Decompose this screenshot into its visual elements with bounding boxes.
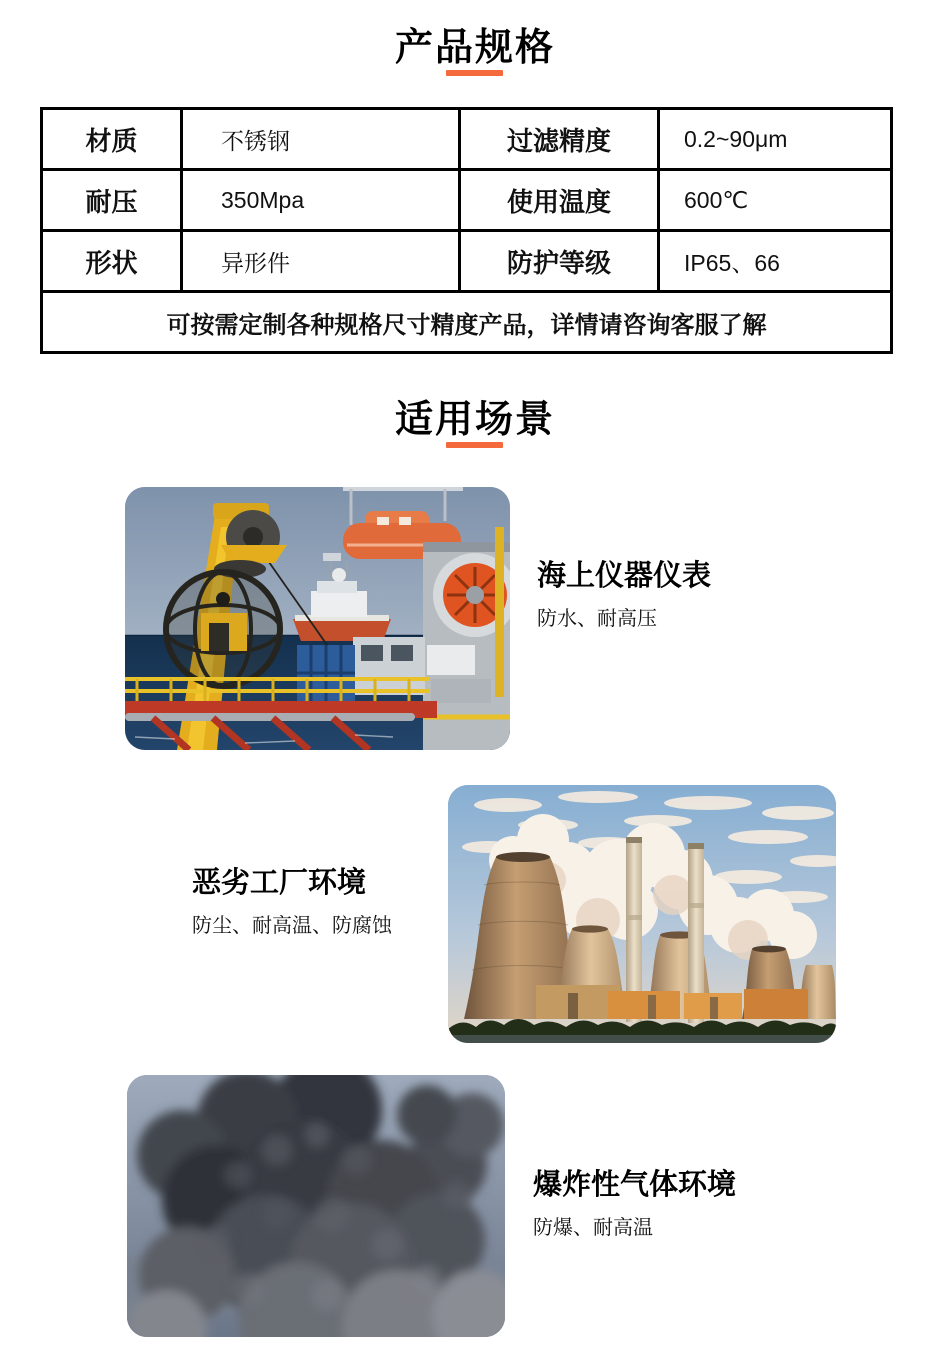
scene-item-explosive bbox=[533, 1168, 736, 1240]
power-plant-illustration bbox=[448, 785, 836, 1043]
scene-section-title: 适用场景 bbox=[394, 399, 555, 441]
spec-row2-value1: 350Mpa bbox=[183, 171, 458, 229]
scene-subtitle-explosive: 防爆、耐高温 bbox=[533, 1217, 653, 1239]
spec-row1-value1: 不锈钢 bbox=[183, 110, 458, 168]
spec-row3-value2: IP65、66 bbox=[660, 232, 890, 290]
explosion-smoke-illustration bbox=[127, 1075, 505, 1337]
spec-row2-header2: 使用温度 bbox=[461, 171, 657, 229]
spec-row3-header2: 防护等级 bbox=[461, 232, 657, 290]
spec-row2-header1: 耐压 bbox=[43, 171, 180, 229]
offshore-platform-illustration bbox=[125, 487, 510, 750]
explosion-smoke-photo bbox=[127, 1075, 505, 1337]
scene-subtitle-factory: 防尘、耐高温、防腐蚀 bbox=[192, 915, 392, 937]
scene-item-factory bbox=[192, 866, 392, 938]
offshore-platform-photo bbox=[125, 487, 510, 750]
spec-row3-header1: 形状 bbox=[43, 232, 180, 290]
scene-title-explosive: 爆炸性气体环境 bbox=[533, 1169, 737, 1201]
scene-item-marine bbox=[537, 559, 711, 631]
scene-title-factory: 恶劣工厂环境 bbox=[192, 867, 367, 899]
spec-table-footer-note: 可按需定制各种规格尺寸精度产品，详情请咨询客服了解 bbox=[43, 293, 890, 351]
spec-table bbox=[40, 107, 893, 354]
scene-title-underline bbox=[446, 442, 503, 448]
spec-row2-value2: 600℃ bbox=[660, 171, 890, 229]
scene-title-marine: 海上仪器仪表 bbox=[537, 560, 712, 592]
scene-subtitle-marine: 防水、耐高压 bbox=[537, 608, 657, 630]
spec-row1-header1: 材质 bbox=[43, 110, 180, 168]
power-plant-photo bbox=[448, 785, 836, 1043]
spec-section-title: 产品规格 bbox=[394, 27, 555, 69]
spec-title-underline bbox=[446, 70, 503, 76]
spec-row3-value1: 异形件 bbox=[183, 232, 458, 290]
spec-row1-value2: 0.2~90μm bbox=[660, 110, 890, 168]
spec-row1-header2: 过滤精度 bbox=[461, 110, 657, 168]
